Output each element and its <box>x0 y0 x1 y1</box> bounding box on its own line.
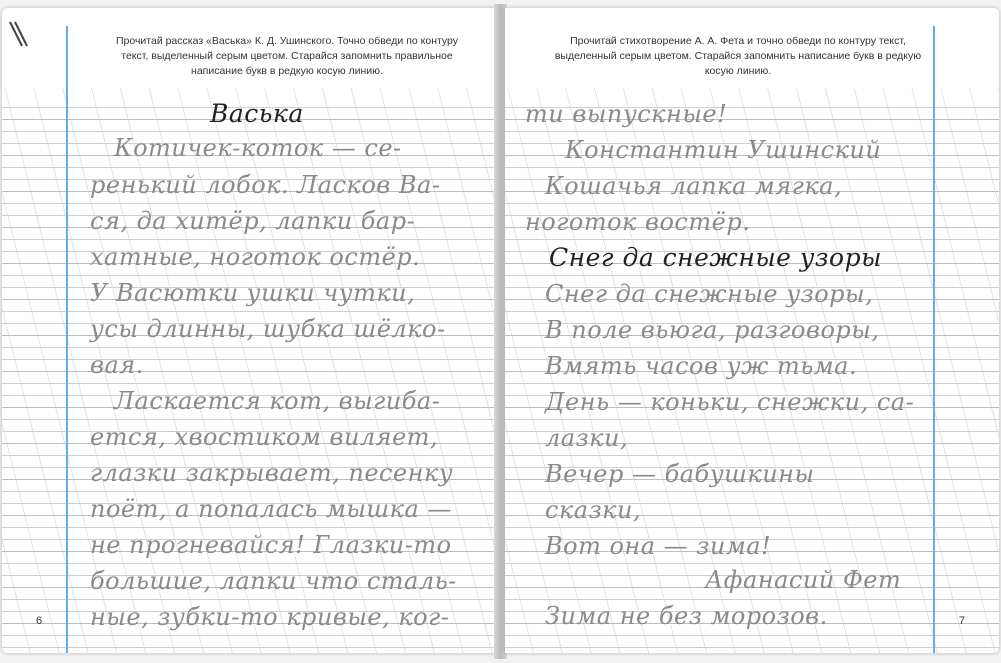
text-line: поёт, а попалась мышка — <box>90 495 452 523</box>
text-line: вая. <box>90 351 144 379</box>
text-line: Зима не без морозов. <box>545 602 828 630</box>
text-line: Константин Ушинский <box>565 136 882 164</box>
text-line: В поле вьюга, разговоры, <box>545 316 880 344</box>
left-page <box>2 8 496 653</box>
poem-author: Афанасий Фет <box>705 566 902 594</box>
story-title: Васька <box>210 99 304 128</box>
text-line: Снег да снежные узоры, <box>545 280 874 308</box>
left-instruction: Прочитай рассказ «Васька» К. Д. Ушинского. Точно обведи по контуру текст, выделенный серым цветом. Старайся запомнить правильное написание букв в редкую косую линию. <box>115 35 459 77</box>
text-line: ные, зубки-то кривые, ког- <box>90 603 450 631</box>
text-line: сказки, <box>545 496 642 524</box>
text-line: ти выпускные! <box>525 100 728 128</box>
text-line: большие, лапки что сталь- <box>90 567 457 595</box>
text-line: усы длинны, шубка шёлко- <box>90 315 446 343</box>
right-instruction: Прочитай стихотворение А. А. Фета и точно обведи по контуру текст, выделенный серым цветом. Старайся запомнить написание букв в редкую косую линию. <box>554 35 922 77</box>
text-line: ноготок востёр. <box>525 208 751 236</box>
text-line: Ласкается кот, выгиба- <box>114 387 441 415</box>
text-line: День — коньки, снежки, са- <box>545 388 915 416</box>
text-line: Котичек-коток — се- <box>114 134 402 162</box>
poem-title: Снег да снежные узоры <box>549 243 882 272</box>
right-text-area <box>505 8 999 653</box>
text-line: Вот она — зима! <box>545 532 772 560</box>
text-line: Вечер — бабушкины <box>545 460 815 488</box>
page-number-left: 6 <box>36 615 43 627</box>
left-text-area <box>2 8 496 653</box>
text-line: У Васютки ушки чутки, <box>90 279 416 307</box>
text-line: ется, хвостиком виляет, <box>90 423 439 451</box>
text-line: Вмять часов уж тьма. <box>545 352 858 380</box>
right-page <box>505 8 999 653</box>
text-line: лазки, <box>545 424 629 452</box>
page-number-right: 7 <box>958 615 965 627</box>
text-line: Кошачья лапка мягка, <box>545 172 843 200</box>
text-line: глазки закрывает, песенку <box>90 459 454 487</box>
text-line: ренький лобок. Ласков Ва- <box>90 171 441 199</box>
text-line: не прогневайся! Глазки-то <box>90 531 452 559</box>
text-line: ся, да хитёр, лапки бар- <box>90 207 416 235</box>
text-line: хатные, ноготок остёр. <box>90 243 421 271</box>
